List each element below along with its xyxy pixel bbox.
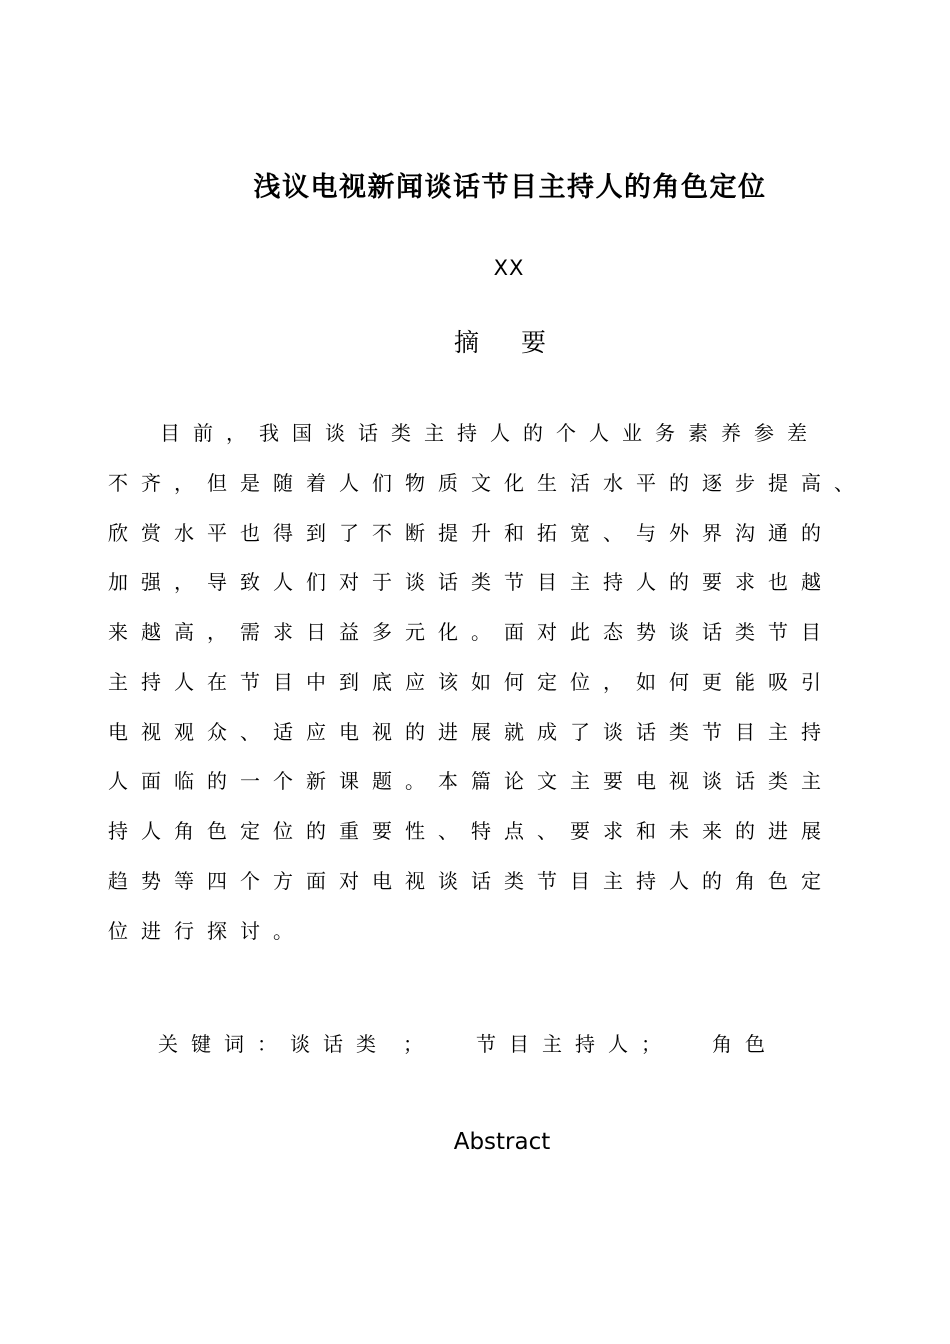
abstract-line: 来越高，需求日益多元化。面对此态势谈话类节目 (108, 620, 834, 644)
document-title: 浅议电视新闻谈话节目主持人的角色定位 (253, 172, 767, 203)
abstract-line: 加强，导致人们对于谈话类节目主持人的要求也越 (108, 570, 834, 594)
keyword: 谈话类 (290, 1032, 389, 1056)
abstract-line: 欣赏水平也得到了不断提升和拓宽、与外界沟通的 (108, 521, 834, 545)
abstract-line: 人面临的一个新课题。本篇论文主要电视谈话类主 (108, 769, 834, 793)
keywords-label: 关键词： (158, 1032, 290, 1056)
abstract-english-heading: Abstract (453, 1129, 551, 1155)
abstract-line: 持人角色定位的重要性、特点、要求和未来的进展 (108, 819, 834, 843)
abstract-heading (0, 326, 950, 360)
abstract-heading-right: 要 (521, 328, 547, 357)
abstract-line: 电视观众、适应电视的进展就成了谈话类节目主持 (108, 720, 834, 744)
keywords-row (158, 1029, 778, 1059)
abstract-line: 趋势等四个方面对电视谈话类节目主持人的角色定 (108, 869, 834, 893)
abstract-heading-left: 摘 (453, 328, 479, 357)
keyword: 节目主持人； (476, 1032, 674, 1056)
abstract-line: 主持人在节目中到底应该如何定位，如何更能吸引 (108, 670, 834, 694)
author-name: XX (493, 256, 525, 280)
abstract-line: 不齐，但是随着人们物质文化生活水平的逐步提高、 (108, 471, 867, 495)
keyword: 角色 (712, 1032, 778, 1056)
abstract-line: 位进行探讨。 (108, 919, 306, 943)
keyword-separator: ； (403, 1032, 436, 1056)
abstract-line: 目前，我国谈话类主持人的个人业务素养参差 (160, 421, 820, 445)
